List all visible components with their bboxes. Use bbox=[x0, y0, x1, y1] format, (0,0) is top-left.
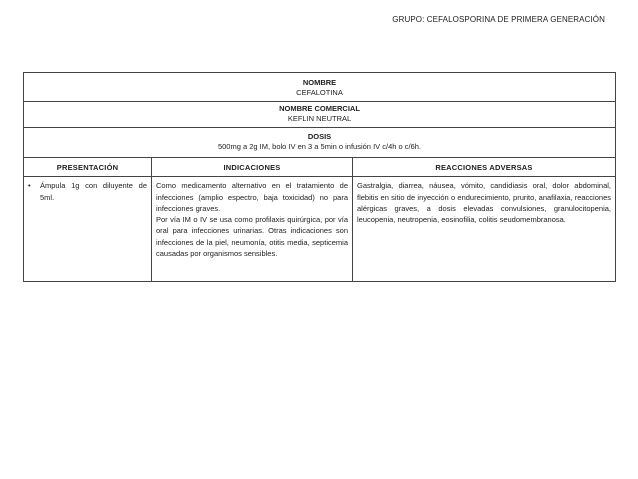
presentacion-text: Ámpula 1g con diluyente de 5ml. bbox=[40, 181, 147, 202]
nombre-comercial-value: KEFLIN NEUTRAL bbox=[287, 114, 352, 123]
nombre-comercial-title: NOMBRE COMERCIAL bbox=[279, 104, 360, 113]
indicaciones-cell bbox=[152, 177, 353, 281]
drug-sheet-table bbox=[23, 72, 616, 282]
indicaciones-paragraph-2: Por vía IM o IV se usa como profilaxis quirúrgica, por vía oral para infecciones urinarias. Otras indicaciones son infecciones de la piel, neumonía, otitis media, septicemia causadas por organismos sensibles. bbox=[156, 215, 348, 259]
col-head-reacciones: REACCIONES ADVERSAS bbox=[353, 158, 615, 177]
row-nombre-comercial bbox=[24, 102, 615, 128]
bullet-icon: • bbox=[28, 181, 31, 191]
dosis-value: 500mg a 2g IM, bolo IV en 3 a 5min o infusión IV c/4h o c/6h. bbox=[217, 142, 422, 151]
row-dosis bbox=[24, 128, 615, 158]
dosis-title: DOSIS bbox=[307, 132, 332, 141]
reacciones-cell bbox=[353, 177, 615, 281]
col-head-presentacion: PRESENTACIÓN bbox=[24, 158, 152, 177]
reacciones-text: Gastralgia, diarrea, náusea, vómito, candidiasis oral, dolor abdominal, flebitis en sitio de inyección o endurecimiento, prurito, anafilaxia, reacciones alérgicas graves, a dosis elevadas convulsiones, granulocitopenia, leucopenia, neutropenia, eosinofilia, colitis seudomembranosa. bbox=[357, 181, 611, 225]
presentacion-item bbox=[28, 180, 147, 203]
nombre-value: CEFALOTINA bbox=[296, 88, 343, 97]
presentacion-cell bbox=[24, 177, 152, 281]
row-nombre bbox=[24, 73, 615, 102]
nombre-title: NOMBRE bbox=[302, 78, 337, 87]
col-head-indicaciones: INDICACIONES bbox=[152, 158, 353, 177]
column-headers bbox=[24, 158, 615, 177]
indicaciones-paragraph-1: Como medicamento alternativo en el tratamiento de infecciones (amplio espectro, baja toxicidad) no para infecciones graves. bbox=[156, 181, 348, 213]
column-bodies bbox=[24, 177, 615, 281]
group-header: GRUPO: CEFALOSPORINA DE PRIMERA GENERACIÓN bbox=[392, 15, 605, 24]
